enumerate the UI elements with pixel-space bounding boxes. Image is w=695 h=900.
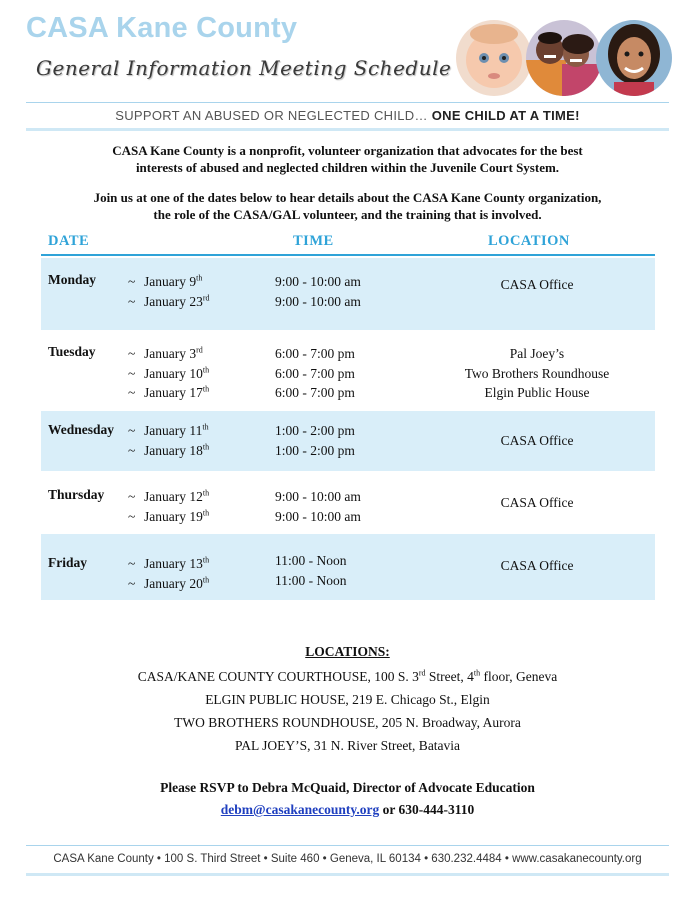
location-list: CASA Office	[500, 558, 574, 573]
date-list: ~ January 13th ~ January 20th	[128, 555, 210, 591]
footer-rule-bottom	[26, 873, 669, 876]
girl-photo	[596, 20, 672, 96]
footer-address: CASA Kane County • 100 S. Third Street • Suite 460 • Geneva, IL 60134 • 630.232.4484 • www.casakanecounty.org	[53, 853, 642, 865]
date-list: ~ January 11th ~ January 18th	[128, 422, 210, 458]
schedule-row-friday	[41, 534, 655, 600]
locations-title: LOCATIONS:	[305, 644, 390, 659]
location-list: CASA Office	[500, 495, 574, 510]
intro-paragraph-2: Join us at one of the dates below to hear details about the CASA Kane County organization, the role of the CASA/GAL volunteer, and the training that is involved.	[93, 190, 602, 222]
location-column-header: LOCATION	[488, 233, 570, 249]
day-label: Monday	[48, 272, 97, 287]
teen-couple-photo	[526, 20, 602, 96]
page-subtitle: General Information Meeting Schedule	[36, 56, 452, 80]
rsvp-text: Please RSVP to Debra McQuaid, Director of Advocate Education	[160, 780, 535, 795]
location-list: CASA Office	[500, 433, 574, 448]
location-pal-joeys: PAL JOEY’S, 31 N. River Street, Batavia	[234, 738, 461, 753]
schedule-row-wednesday	[41, 411, 655, 471]
schedule-row-monday	[41, 258, 655, 330]
time-list: 6:00 - 7:00 pm 6:00 - 7:00 pm 6:00 - 7:00 pm	[275, 346, 355, 400]
footer-rule-top	[26, 845, 669, 846]
date-list: ~ January 3rd ~ January 10th ~ January 17th	[128, 345, 210, 400]
schedule-row-thursday	[41, 471, 655, 534]
time-list: 1:00 - 2:00 pm 1:00 - 2:00 pm	[275, 423, 355, 458]
location-two-brothers: TWO BROTHERS ROUNDHOUSE, 205 N. Broadway, Aurora	[174, 715, 521, 730]
day-label: Wednesday	[48, 422, 115, 437]
schedule-row-tuesday	[41, 330, 655, 411]
header-underline	[41, 254, 655, 256]
header-rule-top	[26, 102, 669, 103]
location-elgin: ELGIN PUBLIC HOUSE, 219 E. Chicago St., Elgin	[205, 692, 490, 707]
date-list: ~ January 9th ~ January 23rd	[128, 273, 210, 309]
email-link[interactable]: debm@casakanecounty.org	[220, 802, 380, 817]
intro-paragraph-1: CASA Kane County is a nonprofit, volunteer organization that advocates for the best interests of abused and neglected children within the Juvenile Court System.	[112, 143, 583, 175]
location-list: CASA Office	[500, 277, 574, 292]
baby-photo	[456, 20, 532, 96]
date-list: ~ January 12th ~ January 19th	[128, 488, 210, 524]
location-list: Pal Joey’s Two Brothers Roundhouse Elgin Public House	[464, 346, 610, 400]
time-list: 9:00 - 10:00 am 9:00 - 10:00 am	[275, 489, 361, 524]
day-label: Friday	[48, 555, 87, 570]
header-rule-bottom	[26, 128, 669, 131]
org-name: CASA Kane County	[26, 12, 298, 44]
date-column-header: DATE	[48, 233, 90, 249]
locations-section	[0, 642, 695, 757]
day-label: Thursday	[48, 487, 105, 502]
time-column-header: TIME	[293, 233, 334, 249]
time-list: 11:00 - Noon 11:00 - Noon	[275, 553, 347, 588]
tagline: SUPPORT AN ABUSED OR NEGLECTED CHILD… ONE CHILD AT A TIME!	[115, 108, 580, 123]
rsvp-phone: or 630-444-3110	[379, 802, 475, 817]
location-courthouse: CASA/KANE COUNTY COURTHOUSE, 100 S. 3rd Street, 4th floor, Geneva	[137, 668, 558, 684]
time-list: 9:00 - 10:00 am 9:00 - 10:00 am	[275, 274, 361, 309]
rsvp-section	[0, 778, 695, 820]
day-label: Tuesday	[48, 344, 96, 359]
